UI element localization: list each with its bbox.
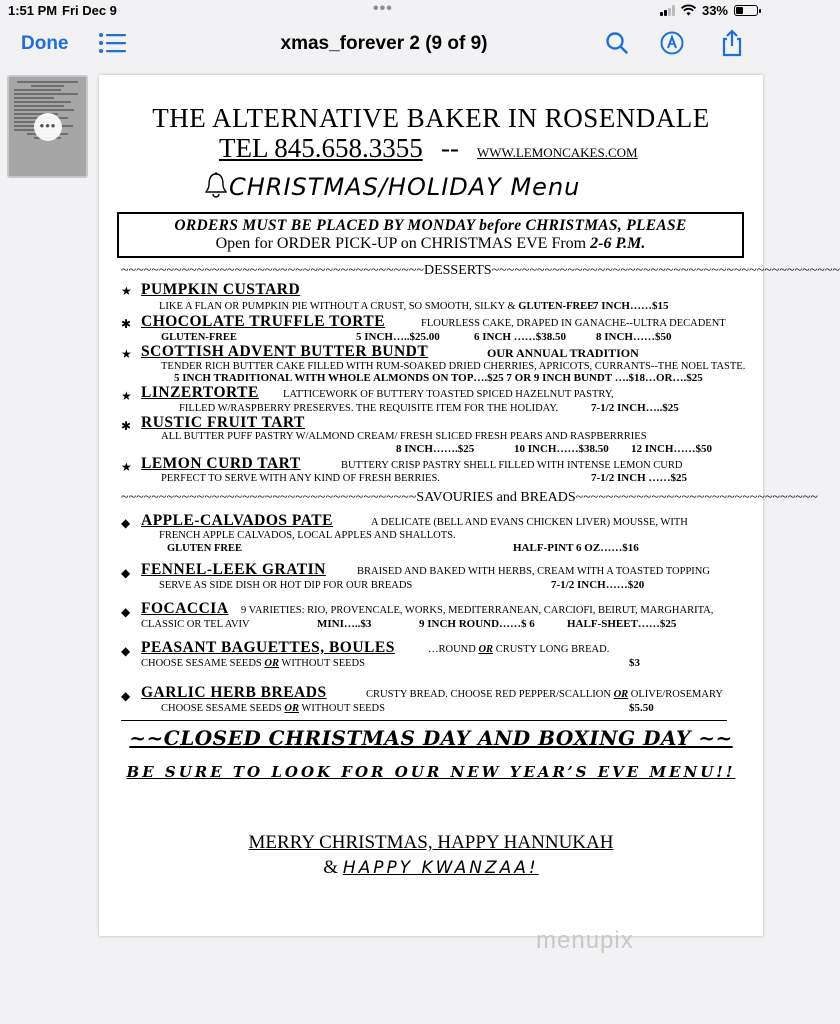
- multitasking-dots-icon[interactable]: •••: [373, 0, 393, 17]
- battery-icon: [734, 5, 758, 16]
- savoury-price: $3: [629, 657, 640, 669]
- dessert-price: 8 INCH…….$25: [396, 443, 475, 455]
- savoury-desc: [141, 658, 365, 669]
- star-bullet-icon: ★: [121, 284, 132, 298]
- search-icon[interactable]: [602, 28, 632, 58]
- savoury-price: 9 INCH ROUND……$ 6: [419, 618, 535, 630]
- website-link: WWW.LEMONCAKES.COM: [477, 145, 638, 160]
- star-bullet-icon: ✱: [121, 317, 132, 331]
- status-indicators: [660, 3, 758, 18]
- savoury-price: 7-1/2 INCH……$20: [551, 579, 645, 591]
- order-deadline: ORDERS MUST BE PLACED BY MONDAY before CHRISTMAS, PLEASE: [174, 217, 687, 234]
- or-emphasis: OR: [284, 703, 299, 714]
- dessert-price: 5 INCH…..$25.00: [356, 331, 440, 343]
- star-bullet-icon: ★: [121, 347, 132, 361]
- savouries-divider: ~~~~~~~~~~~~~~~~~~~~~~~~~~~~~~~~~~~~~~~SAVOURIES and BREADS~~~~~~~~~~~~~~~~~~~~~~~~~~~~~~~~: [121, 490, 818, 505]
- dessert-name: LINZERTORTE: [141, 384, 259, 401]
- pickup-hours: [119, 235, 742, 253]
- kwanzaa-text: HAPPY KWANZAA!: [342, 858, 539, 878]
- order-notice-box: [117, 212, 744, 258]
- savoury-price: HALF-SHEET……$25: [567, 618, 677, 630]
- toolbar: [0, 22, 768, 68]
- bakery-name: THE ALTERNATIVE BAKER IN ROSENDALE: [152, 103, 710, 133]
- dessert-price: 12 INCH……$50: [631, 443, 712, 455]
- gluten-free-tag: GLUTEN-FREE: [161, 332, 237, 343]
- desserts-heading: DESSERTS: [423, 263, 492, 278]
- savoury-name: FENNEL-LEEK GRATIN: [141, 561, 326, 578]
- diamond-bullet-icon: ◆: [121, 605, 131, 619]
- desc-text: CHOOSE SESAME SEEDS: [141, 658, 265, 669]
- savoury-name: GARLIC HERB BREADS: [141, 684, 327, 701]
- battery-percent: 33%: [701, 3, 728, 18]
- savoury-inline-desc: A DELICATE (BELL AND EVANS CHICKEN LIVER) MOUSSE, WITH: [371, 517, 688, 528]
- dessert-inline-desc: FLOURLESS CAKE, DRAPED IN GANACHE--ULTRA DECADENT: [421, 318, 726, 329]
- diamond-bullet-icon: ◆: [121, 566, 131, 580]
- desc-text: CHOOSE SESAME SEEDS: [161, 703, 285, 714]
- new-year-text: BE SURE TO LOOK FOR OUR NEW YEAR’S EVE MENU!!: [126, 763, 736, 781]
- diamond-bullet-icon: ◆: [121, 516, 131, 530]
- or-emphasis: OR: [264, 658, 279, 669]
- star-bullet-icon: ★: [121, 460, 132, 474]
- greeting-line-1: [99, 832, 763, 854]
- savoury-inline-desc: [366, 689, 723, 700]
- savoury-desc: [161, 703, 385, 714]
- greeting-text: MERRY CHRISTMAS, HAPPY HANNUKAH: [248, 832, 614, 853]
- dessert-price: 5 INCH TRADITIONAL WITH WHOLE ALMONDS ON TOP….$25 7 OR 9 INCH BUNDT ….$18…OR….$25: [174, 372, 703, 384]
- desserts-divider: ~~~~~~~~~~~~~~~~~~~~~~~~~~~~~~~~~~~~~~~~DESSERTS~~~~~~~~~~~~~~~~~~~~~~~~~~~~~~~~~~~~~~~~~~~~~~: [121, 263, 840, 278]
- desc-text: LIKE A FLAN OR PUMPKIN PIE WITHOUT A CRUST, SO SMOOTH, SILKY &: [159, 301, 516, 312]
- dessert-inline-desc: LATTICEWORK OF BUTTERY TOASTED SPICED HAZELNUT PASTRY,: [283, 389, 614, 400]
- share-icon[interactable]: [717, 28, 747, 58]
- dessert-desc: PERFECT TO SERVE WITH ANY KIND OF FRESH BERRIES.: [161, 473, 440, 484]
- status-time: 1:51 PM: [8, 3, 58, 18]
- bell-icon: [203, 171, 229, 199]
- savoury-price: HALF-PINT 6 OZ……$16: [513, 542, 639, 554]
- dessert-name: SCOTTISH ADVENT BUTTER BUNDT: [141, 343, 429, 360]
- more-icon[interactable]: •••: [34, 113, 62, 141]
- dessert-name: LEMON CURD TART: [141, 455, 301, 472]
- savoury-price: $5.50: [629, 702, 654, 714]
- dessert-inline-desc: OUR ANNUAL TRADITION: [487, 346, 639, 360]
- pickup-text: Open for ORDER PICK-UP on CHRISTMAS EVE From: [215, 235, 591, 252]
- done-button[interactable]: Done: [21, 33, 69, 54]
- savoury-inline-desc: 9 VARIETIES: RIO, PROVENCALE, WORKS, MEDITERRANEAN, CARCIOFI, BEIRUT, MARGHARITA,: [241, 605, 714, 616]
- gluten-free-tag: GLUTEN FREE: [167, 543, 242, 554]
- dessert-desc: TENDER RICH BUTTER CAKE FILLED WITH RUM-SOAKED DRIED CHERRIES, APRICOTS, CURRANTS--THE NOEL TASTE.: [161, 361, 746, 372]
- savoury-name: PEASANT BAGUETTES, BOULES: [141, 639, 395, 656]
- or-emphasis: OR: [478, 644, 494, 655]
- desc-text: WITHOUT SEEDS: [299, 703, 385, 714]
- dessert-price: 7 INCH……$15: [593, 300, 669, 312]
- savoury-desc: FRENCH APPLE CALVADOS, LOCAL APPLES AND SHALLOTS.: [159, 530, 456, 541]
- desc-text: CRUSTY BREAD. CHOOSE RED PEPPER/SCALLION: [366, 689, 614, 700]
- page-thumbnail[interactable]: [7, 75, 88, 178]
- desc-text: …ROUND: [428, 644, 479, 655]
- wifi-icon: [681, 5, 696, 16]
- gluten-free-tag: GLUTEN-FREE: [518, 301, 595, 312]
- diamond-bullet-icon: ◆: [121, 644, 131, 658]
- closed-text: ~~CLOSED CHRISTMAS DAY AND BOXING DAY ~~: [129, 726, 733, 750]
- desc-text: WITHOUT SEEDS: [279, 658, 365, 669]
- greeting-line-2: [99, 857, 763, 879]
- dessert-inline-desc: BUTTERY CRISP PASTRY SHELL FILLED WITH INTENSE LEMON CURD: [341, 460, 683, 471]
- savoury-inline-desc: [428, 644, 609, 655]
- markup-pen-icon[interactable]: [657, 28, 687, 58]
- savoury-name: FOCACCIA: [141, 600, 229, 617]
- dessert-desc: ALL BUTTER PUFF PASTRY W/ALMOND CREAM/ FRESH SLICED FRESH PEARS AND RASPBERRRIES: [161, 431, 647, 442]
- desc-text: CRUSTY LONG BREAD.: [493, 644, 610, 655]
- dessert-price: 10 INCH……$38.50: [514, 443, 609, 455]
- pickup-time: 2-6 P.M.: [590, 235, 646, 252]
- menu-title: CHRISTMAS/HOLIDAY Menu: [229, 173, 581, 201]
- dessert-desc: FILLED W/RASPBERRY PRESERVES. THE REQUISITE ITEM FOR THE HOLIDAY.: [179, 403, 559, 414]
- dessert-name: CHOCOLATE TRUFFLE TORTE: [141, 313, 386, 330]
- telephone: TEL 845.658.3355: [219, 133, 423, 163]
- watermark: menupix: [536, 927, 634, 954]
- section-rule: [121, 720, 727, 721]
- savoury-price: MINI…..$3: [317, 618, 372, 630]
- document-page: [99, 75, 840, 954]
- savoury-name: APPLE-CALVADOS PATE: [141, 512, 333, 529]
- dessert-price: 7-1/2 INCH ……$25: [591, 472, 687, 484]
- star-bullet-icon: ★: [121, 389, 132, 403]
- dessert-name: RUSTIC FRUIT TART: [141, 414, 305, 431]
- diamond-bullet-icon: ◆: [121, 689, 131, 703]
- document-title: xmas_forever 2 (9 of 9): [280, 33, 488, 54]
- telephone-dash: --: [441, 133, 459, 163]
- status-bar: [0, 0, 768, 22]
- dessert-price: 8 INCH……$50: [596, 331, 672, 343]
- cellular-signal-icon: [660, 5, 675, 16]
- closed-notice: [99, 726, 763, 750]
- savouries-heading: SAVOURIES and BREADS: [416, 490, 576, 505]
- dessert-price: 6 INCH ……$38.50: [474, 331, 566, 343]
- dessert-desc: [159, 301, 594, 312]
- savoury-desc: SERVE AS SIDE DISH OR HOT DIP FOR OUR BREADS: [159, 580, 413, 591]
- or-emphasis: OR: [613, 689, 629, 700]
- ampersand: &: [323, 857, 343, 878]
- desc-text: OLIVE/ROSEMARY: [628, 689, 723, 700]
- new-year-notice: [99, 763, 763, 781]
- star-bullet-icon: ✱: [121, 419, 132, 433]
- status-date: Fri Dec 9: [62, 3, 117, 18]
- dessert-price: 7-1/2 INCH…..$25: [591, 402, 679, 414]
- dessert-name: PUMPKIN CUSTARD: [141, 281, 301, 298]
- savoury-desc: CLASSIC OR TEL AVIV: [141, 619, 250, 630]
- savoury-inline-desc: BRAISED AND BAKED WITH HERBS, CREAM WITH A TOASTED TOPPING: [357, 566, 710, 577]
